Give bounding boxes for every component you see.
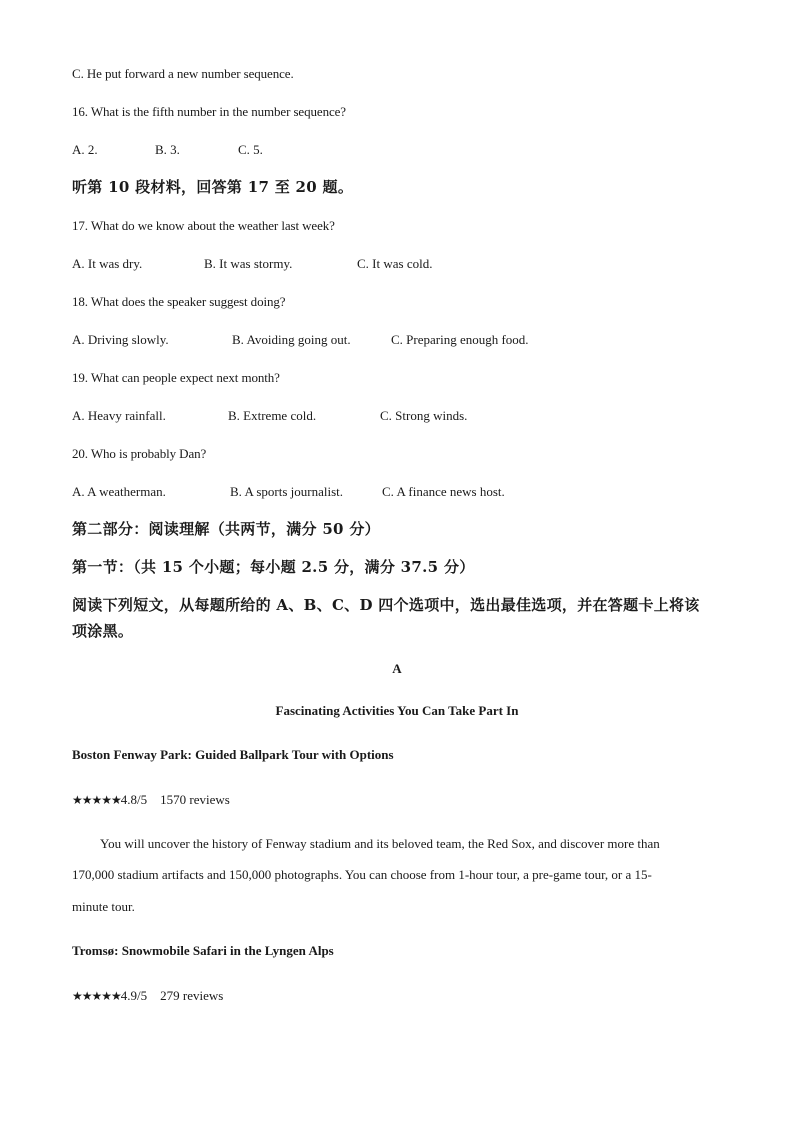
section-one-heading: 第一节：（共 15 个小题；每小题 2.5 分，满分 37.5 分） xyxy=(72,558,475,576)
q19-option-b: B. Extreme cold. xyxy=(228,408,317,423)
activity-2-reviews: 279 reviews xyxy=(160,988,224,1003)
q18-option-b: B. Avoiding going out. xyxy=(232,332,351,347)
section-10-heading: 听第 10 段材料，回答第 17 至 20 题。 xyxy=(72,178,354,196)
q19-option-a: A. Heavy rainfall. xyxy=(72,408,166,423)
activity-1-description-line-1: You will uncover the history of Fenway stadium and its beloved team, the Red Sox, and discover more than xyxy=(100,836,660,851)
part-two-heading: 第二部分：阅读理解（共两节，满分 50 分） xyxy=(72,520,380,538)
q20-option-c: C. A finance news host. xyxy=(382,484,505,499)
q16-option-c: C. 5. xyxy=(238,142,263,157)
activity-1-reviews: 1570 reviews xyxy=(160,792,230,807)
q16-option-b: B. 3. xyxy=(155,142,180,157)
instructions-line-2: 项涂黑。 xyxy=(72,622,134,640)
q20-option-a: A. A weatherman. xyxy=(72,484,166,499)
q18-option-c: C. Preparing enough food. xyxy=(391,332,529,347)
q18-option-a: A. Driving slowly. xyxy=(72,332,169,347)
q19-question: 19. What can people expect next month? xyxy=(72,370,280,385)
q17-option-c: C. It was cold. xyxy=(357,256,433,271)
activity-1-description-line-3: minute tour. xyxy=(72,899,135,914)
q17-option-b: B. It was stormy. xyxy=(204,256,293,271)
q20-question: 20. Who is probably Dan? xyxy=(72,446,207,461)
q20-option-b: B. A sports journalist. xyxy=(230,484,344,499)
q19-option-c: C. Strong winds. xyxy=(380,408,468,423)
q16-option-a: A. 2. xyxy=(72,142,98,157)
q17-question: 17. What do we know about the weather last week? xyxy=(72,218,335,233)
q15-option-c: C. He put forward a new number sequence. xyxy=(72,66,294,81)
star-rating-icon: ★★★★★ xyxy=(72,989,121,1003)
activity-2-rating-row xyxy=(72,988,223,1004)
activity-2-name: Tromsø: Snowmobile Safari in the Lyngen Alps xyxy=(72,943,334,958)
activity-1-rating-row xyxy=(72,792,230,808)
activity-1-rating: 4.8/5 xyxy=(120,792,148,807)
activity-2-rating: 4.9/5 xyxy=(120,988,148,1003)
q18-question: 18. What does the speaker suggest doing? xyxy=(72,294,286,309)
activity-1-name: Boston Fenway Park: Guided Ballpark Tour with Options xyxy=(72,747,394,762)
activity-1-description-line-2: 170,000 stadium artifacts and 150,000 photographs. You can choose from 1-hour tour, a pre-game tour, or a 15- xyxy=(72,867,652,882)
q16-question: 16. What is the fifth number in the number sequence? xyxy=(72,104,346,119)
instructions-line-1: 阅读下列短文，从每题所给的 A、B、C、D 四个选项中，选出最佳选项，并在答题卡上将该 xyxy=(72,596,700,614)
star-rating-icon: ★★★★★ xyxy=(72,793,121,807)
passage-title: Fascinating Activities You Can Take Part In xyxy=(275,703,519,718)
passage-letter: A xyxy=(392,661,402,676)
q17-option-a: A. It was dry. xyxy=(72,256,143,271)
